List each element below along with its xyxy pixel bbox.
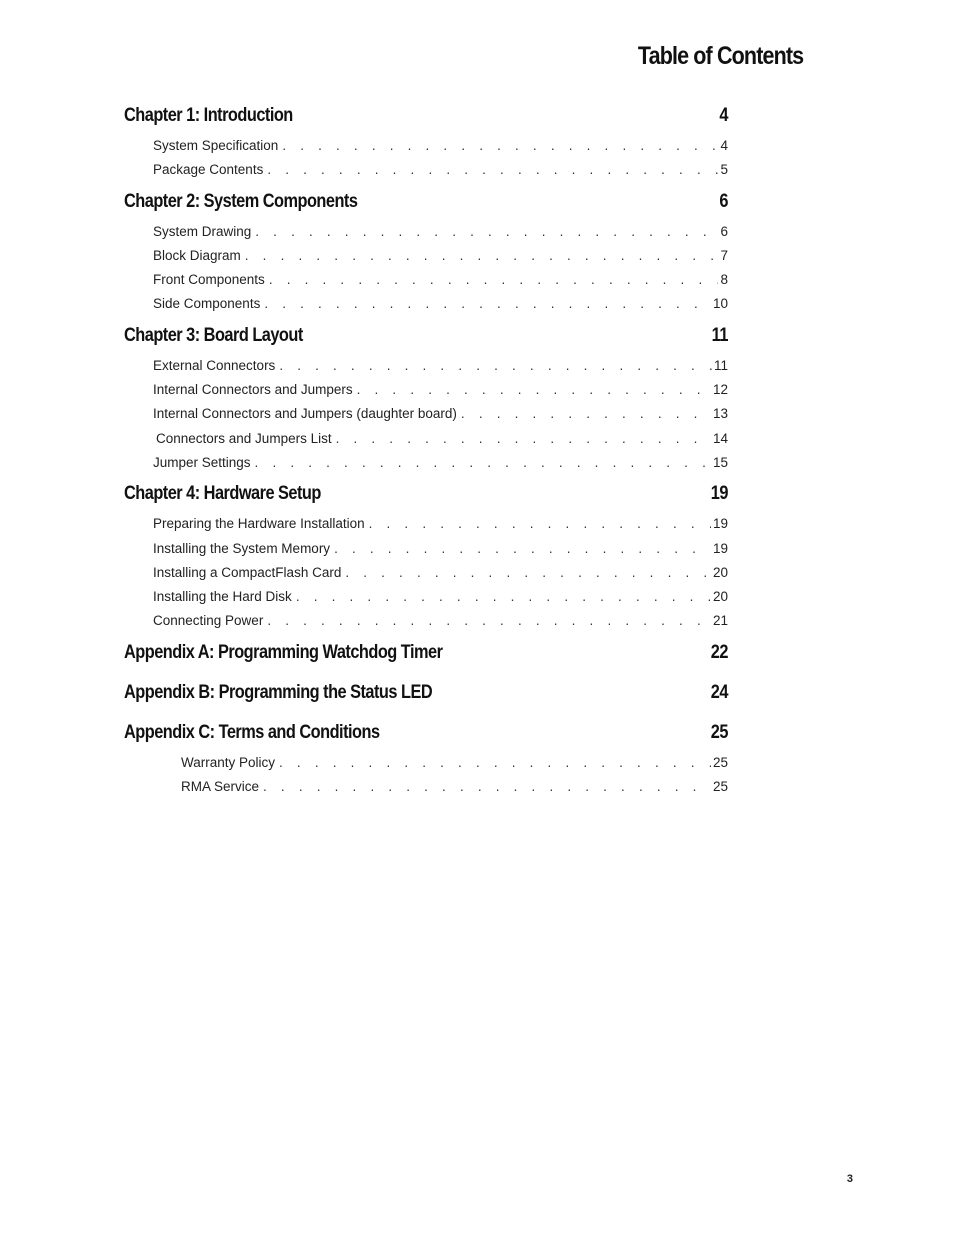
entry-title: RMA Service [181,779,260,795]
entry-page-number: 13 [712,406,728,422]
entry-title: Side Components [153,296,261,312]
dot-leader [279,751,711,775]
dot-leader [245,244,719,268]
chapter-page-number: 19 [710,483,728,505]
toc-entry[interactable] [124,609,728,633]
entry-page-number: 12 [712,382,728,398]
toc-entry[interactable] [124,268,728,292]
entry-page-number: 11 [713,357,728,373]
chapter-title: Chapter 3: Board Layout [124,324,303,346]
entry-title: Internal Connectors and Jumpers (daughter board) [153,406,457,422]
entry-page-number: 14 [712,430,728,446]
chapter-page-number: 11 [711,324,728,346]
entry-title: Front Components [153,272,265,288]
entry-page-number: 20 [712,589,728,605]
dot-leader [255,220,718,244]
toc-entry[interactable] [124,220,728,244]
chapter-4-entries [124,509,728,636]
chapter-page-number: 22 [710,641,728,663]
chapter-1-entries [124,131,728,186]
entry-title: Preparing the Hardware Installation [153,516,365,532]
dot-leader [296,585,711,609]
entry-title: System Specification [153,138,279,153]
dot-leader [255,451,711,475]
entry-page-number: 4 [720,138,728,153]
toc-entry[interactable] [124,775,728,799]
dot-leader [357,378,711,402]
entry-page-number: 21 [712,613,728,629]
toc-entry[interactable] [124,537,728,561]
chapter-title: Appendix A: Programming Watchdog Timer [124,641,443,663]
toc-entry[interactable] [124,512,728,536]
toc-entry[interactable] [124,427,728,451]
chapter-title: Chapter 2: System Components [124,190,358,212]
chapter-title: Appendix B: Programming the Status LED [124,681,433,703]
entry-title: External Connectors [153,357,276,373]
entry-title: Installing the System Memory [153,540,331,556]
dot-leader [336,427,711,451]
spacer [124,708,728,717]
toc-entry[interactable] [124,354,728,378]
entry-title: Installing a CompactFlash Card [153,564,342,580]
entry-title: System Drawing [153,223,252,239]
dot-leader [269,268,719,292]
dot-leader [267,158,718,182]
toc-entry[interactable] [124,158,728,182]
entry-title: Warranty Policy [181,754,276,770]
entry-title: Internal Connectors and Jumpers [153,382,353,398]
dot-leader [264,292,711,316]
dot-leader [369,512,711,536]
toc-appendix-c[interactable] [124,717,728,748]
dot-leader [345,561,711,585]
entry-page-number: 20 [712,564,728,580]
chapter-page-number: 4 [719,105,728,126]
entry-title: Block Diagram [153,247,241,263]
toc-chapter-2[interactable] [124,186,728,217]
chapter-2-entries [124,217,728,320]
toc-chapter-4[interactable] [124,478,728,509]
toc-appendix-a[interactable] [124,637,728,668]
dot-leader [282,134,718,158]
entry-title: Installing the Hard Disk [153,589,292,605]
page-number: 3 [846,1173,853,1185]
entry-page-number: 15 [712,454,728,470]
dot-leader [279,354,712,378]
chapter-3-entries [124,351,728,478]
chapter-title: Appendix C: Terms and Conditions [124,721,380,743]
entry-page-number: 25 [712,754,728,770]
chapter-page-number: 25 [710,721,728,743]
spacer [124,668,728,677]
toc-entry[interactable] [124,561,728,585]
entry-page-number: 25 [712,779,728,795]
chapter-page-number: 6 [719,190,728,212]
entry-page-number: 19 [712,516,728,532]
entry-title: Connectors and Jumpers List [156,430,332,446]
toc-chapter-1[interactable] [124,100,728,131]
toc-entry[interactable] [124,292,728,316]
chapter-title: Chapter 1: Introduction [124,105,293,126]
dot-leader [334,537,711,561]
appendix-c-entries [124,748,728,803]
table-of-contents [124,100,728,802]
entry-page-number: 5 [720,162,728,178]
entry-title: Connecting Power [153,613,264,629]
toc-entry[interactable] [124,585,728,609]
entry-page-number: 10 [712,296,728,312]
entry-page-number: 7 [720,247,728,263]
entry-title: Jumper Settings [153,454,251,470]
toc-entry[interactable] [124,451,728,475]
entry-page-number: 19 [712,540,728,556]
dot-leader [461,402,711,426]
entry-title: Package Contents [153,162,264,178]
toc-entry[interactable] [124,244,728,268]
entry-page-number: 8 [720,272,728,288]
page-title: Table of Contents [637,42,803,70]
entry-page-number: 6 [720,223,728,239]
toc-entry[interactable] [124,378,728,402]
toc-chapter-3[interactable] [124,320,728,351]
chapter-page-number: 24 [710,681,728,703]
toc-entry[interactable] [124,402,728,426]
toc-entry[interactable] [124,134,728,158]
dot-leader [267,609,711,633]
toc-entry[interactable] [124,751,728,775]
chapter-title: Chapter 4: Hardware Setup [124,483,321,505]
dot-leader [263,775,711,799]
toc-appendix-b[interactable] [124,677,728,708]
